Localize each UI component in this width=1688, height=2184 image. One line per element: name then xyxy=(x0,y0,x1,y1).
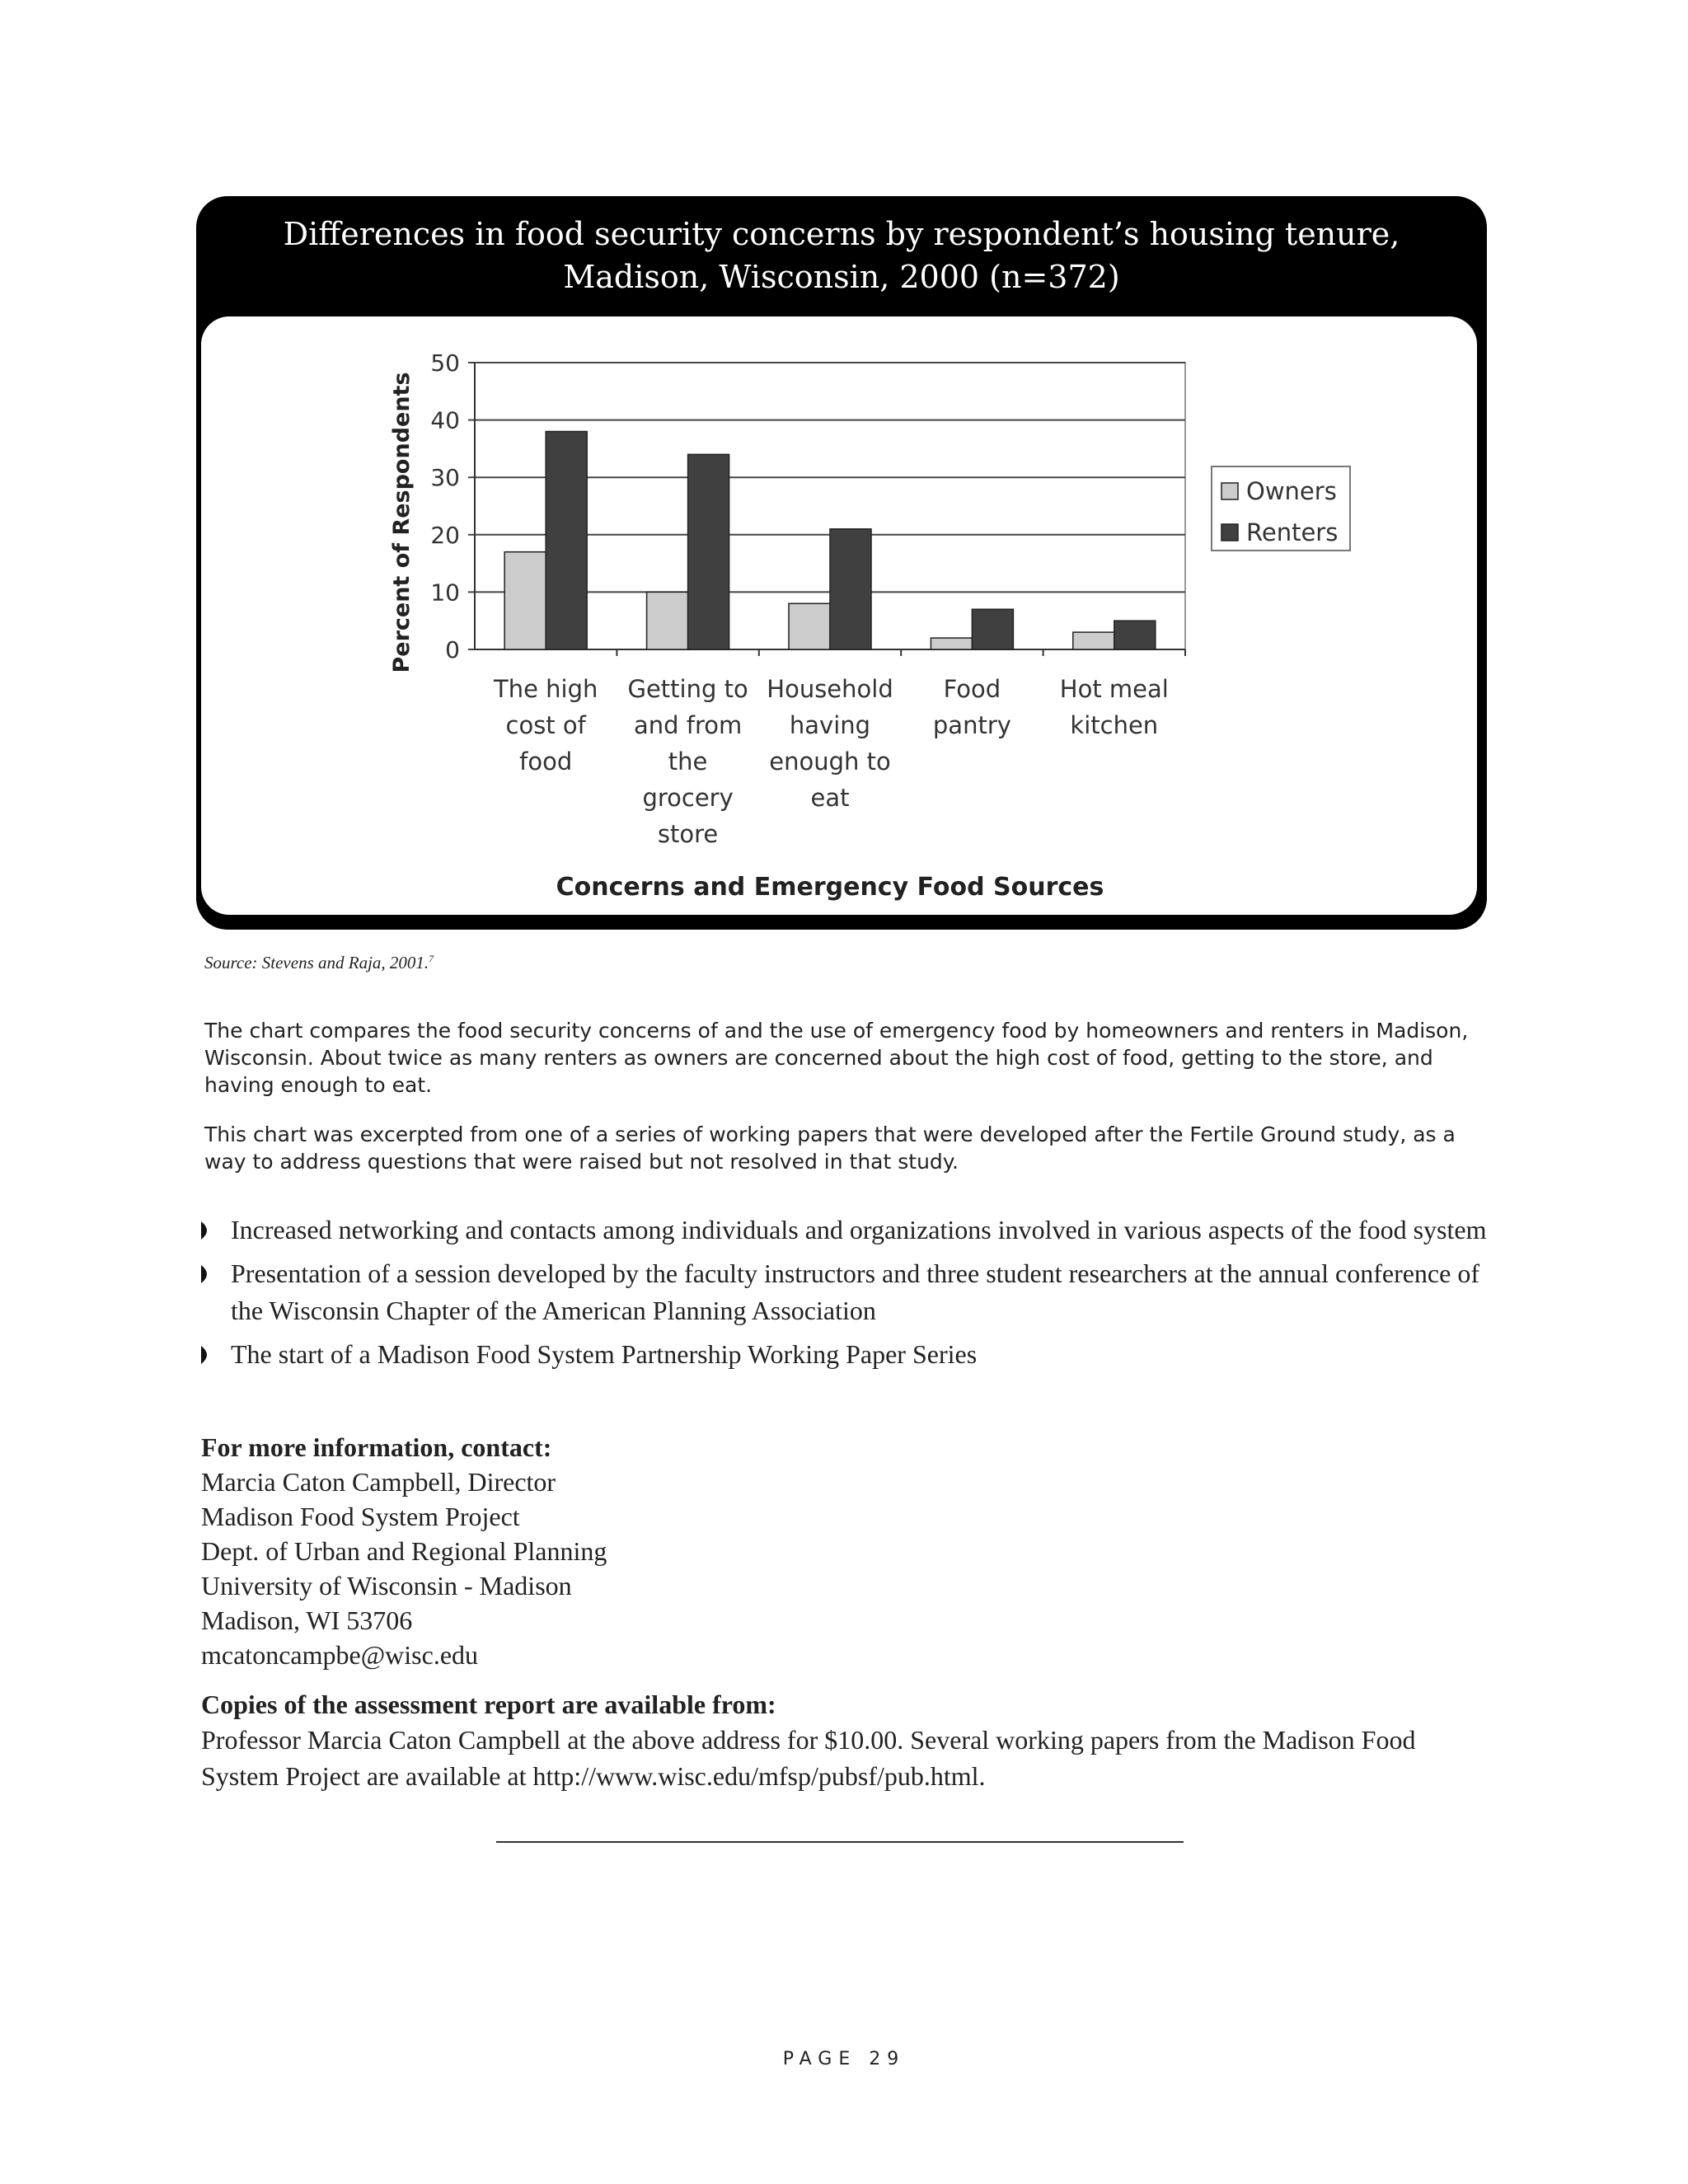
contact-department: Dept. of Urban and Regional Planning xyxy=(201,1536,607,1566)
bar-renters xyxy=(688,454,729,649)
chart-title xyxy=(196,213,1487,298)
copies-text: Professor Marcia Caton Campbell at the above address for $10.00. Several working papers from the Madison Food System Project are available at http://www.wisc.edu/mfsp/pubsf/pub.html. xyxy=(201,1725,1416,1791)
y-tick-label: 40 xyxy=(430,406,460,434)
bar-renters xyxy=(1114,621,1156,649)
bar-renters xyxy=(546,432,587,649)
x-tick-label: Hot meal kitchen xyxy=(1059,675,1169,739)
source-text: Source: Stevens and Raja, 2001. xyxy=(204,953,429,972)
list-item-text: Presentation of a session developed by the faculty instructors and three student researchers at the annual conference of the Wisconsin Chapter of the American Planning Association xyxy=(231,1258,1479,1325)
contact-city: Madison, WI 53706 xyxy=(201,1605,413,1635)
y-tick-label: 20 xyxy=(430,521,460,549)
x-tick-label: Household having enough to eat xyxy=(767,675,893,812)
page-number: PAGE 29 xyxy=(782,2049,906,2069)
chart-description: The chart compares the food security concerns of and the use of emergency food by homeowners and renters in Madison, Wisconsin. About twice as many renters as owners are concerned about the high cost of food, getting to the store, and having enough to eat. xyxy=(204,1019,1469,1097)
chart-source xyxy=(204,953,434,973)
outcomes-list xyxy=(201,1212,1495,1380)
chart-panel xyxy=(201,316,1477,915)
y-tick-label: 0 xyxy=(445,636,460,663)
bullet-icon xyxy=(201,1221,213,1240)
list-item-text: Increased networking and contacts among individuals and organizations involved in various aspects of the food system xyxy=(231,1215,1487,1244)
list-item xyxy=(201,1336,1495,1373)
y-axis-label: Percent of Respondents xyxy=(389,372,415,673)
y-tick-label: 50 xyxy=(430,349,460,377)
contact-name: Marcia Caton Campbell, Director xyxy=(201,1467,556,1497)
legend-label-owners: Owners xyxy=(1246,477,1337,505)
list-item xyxy=(201,1255,1495,1329)
bullet-icon xyxy=(201,1265,213,1283)
x-tick-label: Getting to and from the grocery store xyxy=(627,675,748,848)
bar-owners xyxy=(1073,632,1114,649)
contact-university: University of Wisconsin - Madison xyxy=(201,1571,572,1601)
legend-swatch-renters xyxy=(1221,524,1238,541)
bar-owners xyxy=(789,603,830,649)
bar-owners xyxy=(647,592,688,649)
bar-chart xyxy=(201,316,1477,915)
x-axis-label: Concerns and Emergency Food Sources xyxy=(556,873,1104,902)
copies-heading: Copies of the assessment report are available from: xyxy=(201,1690,776,1719)
bar-owners xyxy=(504,552,546,649)
bar-renters xyxy=(830,529,871,649)
x-tick-label: Food pantry xyxy=(932,675,1011,739)
divider xyxy=(496,1841,1184,1843)
contact-section xyxy=(201,1430,1520,1794)
y-tick-label: 30 xyxy=(430,464,460,492)
contact-heading: For more information, contact: xyxy=(201,1432,552,1462)
list-item xyxy=(201,1212,1495,1249)
x-tick-label: The high cost of food xyxy=(494,675,598,776)
chart-figure xyxy=(196,196,1487,930)
contact-email: mcatoncampbe@wisc.edu xyxy=(201,1640,479,1670)
chart-excerpt-note: This chart was excerpted from one of a series of working papers that were developed after the Fertile Ground study, as a way to address questions that were raised but not resolved in that study. xyxy=(204,1122,1456,1174)
legend-label-renters: Renters xyxy=(1246,518,1339,546)
source-footnote: 7 xyxy=(429,953,434,964)
contact-project: Madison Food System Project xyxy=(201,1502,520,1531)
y-tick-label: 10 xyxy=(430,579,460,607)
bullet-icon xyxy=(201,1346,213,1364)
bar-renters xyxy=(972,609,1013,649)
list-item-text: The start of a Madison Food System Partnership Working Paper Series xyxy=(231,1339,978,1369)
legend-swatch-owners xyxy=(1221,483,1238,499)
chart-title-line-1: Differences in food security concerns by respondent’s housing tenure, xyxy=(283,216,1400,252)
chart-title-line-2: Madison, Wisconsin, 2000 (n=372) xyxy=(563,259,1120,295)
bar-owners xyxy=(931,638,972,649)
